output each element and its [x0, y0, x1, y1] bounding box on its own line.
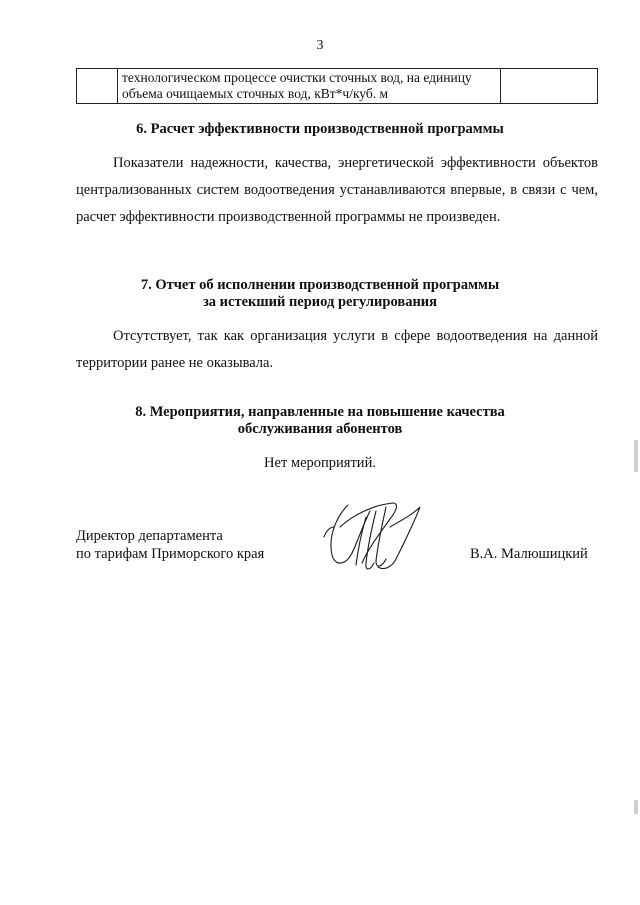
table-cell-number — [77, 69, 118, 104]
section6-heading: 6. Расчет эффективности производственной программы — [136, 121, 504, 137]
page-number: 3 — [316, 38, 324, 53]
table-cell-line: технологическом процессе очистки сточных вод, на единицу — [122, 70, 472, 85]
section8-heading — [0, 404, 640, 438]
signatory-title-line: по тарифам Приморского края — [76, 546, 265, 562]
signatory-name: В.А. Малюшицкий — [470, 546, 588, 562]
section7-heading — [0, 277, 640, 311]
section7-text: Отсутствует, так как организация услуги в сфере водоотведения на данной территории ранее не оказывала. — [76, 328, 598, 371]
section8-heading-line: 8. Мероприятия, направленные на повышение качества — [135, 404, 505, 420]
table-cell-value — [501, 69, 598, 104]
table-row — [77, 69, 598, 104]
signatory-title-line: Директор департамента — [76, 528, 223, 544]
section7-heading-line: 7. Отчет об исполнении производственной программы — [140, 277, 500, 293]
scan-edge-mark — [634, 800, 638, 814]
section8-heading-line: обслуживания абонентов — [237, 421, 403, 437]
section7-heading-line: за истекший период регулирования — [202, 294, 438, 310]
scan-edge-mark — [634, 440, 638, 472]
signatory-title — [76, 527, 264, 563]
table-cell-line: объема очищаемых сточных вод, кВт*ч/куб. м — [122, 86, 389, 101]
section6-text: Показатели надежности, качества, энергетической эффективности объектов централизованных систем водоотведения устанавливаются впервые, в связи с чем, расчет эффективности производственной программы не произведен. — [76, 155, 598, 225]
section8-text: Нет мероприятий. — [264, 455, 376, 471]
continued-table — [76, 68, 598, 104]
handwritten-signature — [318, 497, 438, 579]
table-cell-description — [118, 69, 501, 104]
